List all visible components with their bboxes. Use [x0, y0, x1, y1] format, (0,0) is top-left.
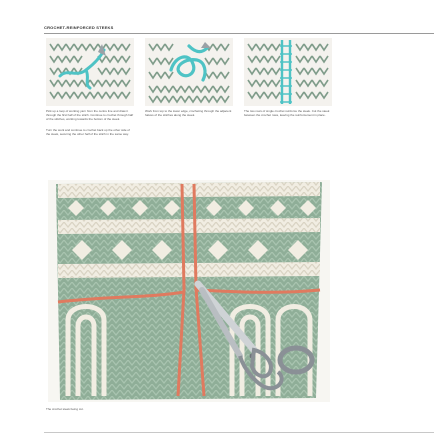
page-header: [44, 25, 434, 34]
section-title: CROCHET-REINFORCED STEEKS: [44, 25, 114, 30]
reinforced-steek-diagram: [244, 38, 332, 106]
step-1-caption: Pick up a loop of working yarn from the centre line and draw it through the first half of the stitch. Continue to crochet through half of the stitches, working towards the bottom of the steek.: [46, 109, 134, 121]
knitted-fabric-with-scissors: [48, 180, 330, 402]
crochet-stitch-diagram: [145, 38, 233, 106]
steek-cutting-photo: [48, 180, 330, 402]
step-3-caption: The two rows of single crochet reinforce the steek. Cut the steek between the crochet rows, leaving the reinforcement in place.: [244, 109, 330, 117]
step-note: Turn the work and continue to crochet back up the other side of the steek, securing the other half of the stitch in the same way.: [46, 128, 130, 136]
step-2-caption: Work from top to the lower edge, crocheting through the adjacent halves of the stitches along the steek.: [145, 109, 232, 117]
diagram-step-1: [46, 38, 134, 106]
knit-stitch-diagram: [46, 38, 134, 106]
diagram-step-2: [145, 38, 233, 106]
photo-caption: The crochet steek being cut.: [46, 407, 84, 411]
page-footer-rule: [44, 432, 434, 433]
diagram-step-3: [244, 38, 332, 106]
